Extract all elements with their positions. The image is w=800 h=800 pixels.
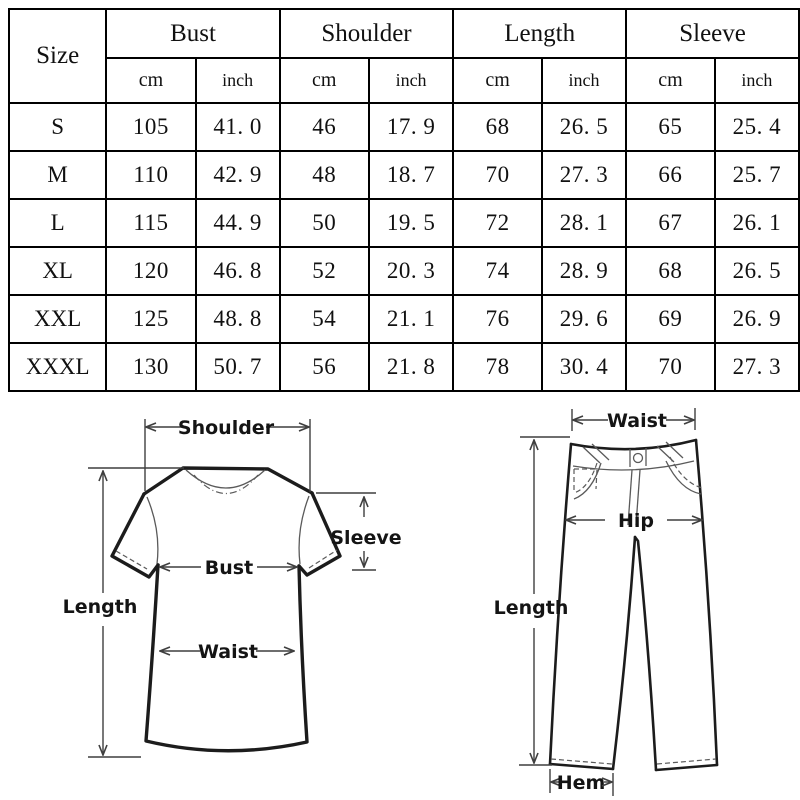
value-cell: 26. 9 — [715, 295, 799, 343]
value-cell: 125 — [106, 295, 195, 343]
tshirt-waist-label: Waist — [197, 641, 259, 663]
value-cell: 19. 5 — [369, 199, 453, 247]
value-cell: 50 — [280, 199, 369, 247]
length-group-header: Length — [453, 9, 626, 58]
unit-header-cm: cm — [106, 58, 195, 103]
value-cell: 20. 3 — [369, 247, 453, 295]
pants-right-hem-stitch — [657, 759, 716, 764]
pants-button-icon — [634, 454, 643, 463]
tshirt-sleeve-label: Sleeve — [330, 527, 402, 549]
value-cell: 120 — [106, 247, 195, 295]
value-cell: 18. 7 — [369, 151, 453, 199]
value-cell: 105 — [106, 103, 195, 151]
tshirt-bust-label: Bust — [204, 557, 254, 579]
size-cell: L — [9, 199, 106, 247]
pants-diagram — [494, 408, 717, 796]
value-cell: 28. 1 — [542, 199, 626, 247]
unit-header-inch: inch — [715, 58, 799, 103]
value-cell: 25. 7 — [715, 151, 799, 199]
table-unit-row — [9, 58, 799, 103]
value-cell: 68 — [453, 103, 542, 151]
size-table — [8, 8, 800, 392]
pants-waist-label: Waist — [606, 410, 668, 432]
unit-header-inch: inch — [542, 58, 626, 103]
size-cell: XXXL — [9, 343, 106, 391]
value-cell: 56 — [280, 343, 369, 391]
tshirt-shoulder-label: Shoulder — [177, 417, 275, 439]
pants-left-hem — [550, 764, 613, 769]
value-cell: 130 — [106, 343, 195, 391]
value-cell: 21. 8 — [369, 343, 453, 391]
value-cell: 69 — [626, 295, 715, 343]
size-column-header: Size — [9, 9, 106, 103]
value-cell: 25. 4 — [715, 103, 799, 151]
table-row — [9, 199, 799, 247]
value-cell: 28. 9 — [542, 247, 626, 295]
pants-left-hem-stitch — [551, 759, 612, 764]
value-cell: 44. 9 — [196, 199, 280, 247]
value-cell: 41. 0 — [196, 103, 280, 151]
pants-hem-label: Hem — [556, 772, 606, 794]
unit-header-cm: cm — [626, 58, 715, 103]
value-cell: 78 — [453, 343, 542, 391]
tshirt-left-armhole-seam — [147, 497, 158, 564]
value-cell: 48. 8 — [196, 295, 280, 343]
pants-outer-right — [696, 440, 717, 765]
value-cell: 26. 1 — [715, 199, 799, 247]
value-cell: 26. 5 — [542, 103, 626, 151]
value-cell: 17. 9 — [369, 103, 453, 151]
value-cell: 70 — [453, 151, 542, 199]
value-cell: 29. 6 — [542, 295, 626, 343]
value-cell: 42. 9 — [196, 151, 280, 199]
unit-header-cm: cm — [453, 58, 542, 103]
tshirt-collar-stitch — [194, 475, 258, 494]
unit-header-inch: inch — [369, 58, 453, 103]
pants-right-hem — [656, 765, 717, 770]
value-cell: 115 — [106, 199, 195, 247]
size-cell: XXL — [9, 295, 106, 343]
value-cell: 67 — [626, 199, 715, 247]
pants-inner-right-leg — [635, 537, 656, 770]
measure-diagrams — [0, 390, 800, 800]
value-cell: 70 — [626, 343, 715, 391]
table-row — [9, 103, 799, 151]
table-row — [9, 295, 799, 343]
value-cell: 27. 3 — [715, 343, 799, 391]
value-cell: 46. 8 — [196, 247, 280, 295]
value-cell: 48 — [280, 151, 369, 199]
size-cell: XL — [9, 247, 106, 295]
table-row — [9, 151, 799, 199]
pants-hip-label: Hip — [617, 510, 655, 532]
tshirt-right-armhole-seam — [299, 496, 309, 564]
value-cell: 46 — [280, 103, 369, 151]
value-cell: 65 — [626, 103, 715, 151]
table-header-row — [9, 9, 799, 58]
value-cell: 26. 5 — [715, 247, 799, 295]
tshirt-outline-top — [144, 468, 312, 494]
value-cell: 54 — [280, 295, 369, 343]
value-cell: 66 — [626, 151, 715, 199]
value-cell: 27. 3 — [542, 151, 626, 199]
pants-waist-top — [571, 440, 696, 449]
unit-header-cm: cm — [280, 58, 369, 103]
pants-inner-left-leg — [613, 537, 635, 769]
value-cell: 68 — [626, 247, 715, 295]
value-cell: 52 — [280, 247, 369, 295]
bust-group-header: Bust — [106, 9, 279, 58]
shoulder-group-header: Shoulder — [280, 9, 454, 58]
value-cell: 30. 4 — [542, 343, 626, 391]
pants-length-label: Length — [493, 597, 569, 619]
table-row — [9, 247, 799, 295]
sleeve-group-header: Sleeve — [626, 9, 799, 58]
value-cell: 74 — [453, 247, 542, 295]
unit-header-inch: inch — [196, 58, 280, 103]
value-cell: 72 — [453, 199, 542, 247]
size-cell: M — [9, 151, 106, 199]
table-row — [9, 343, 799, 391]
tshirt-diagram — [63, 417, 402, 757]
size-cell: S — [9, 103, 106, 151]
value-cell: 110 — [106, 151, 195, 199]
tshirt-length-label: Length — [62, 596, 138, 618]
value-cell: 50. 7 — [196, 343, 280, 391]
value-cell: 76 — [453, 295, 542, 343]
value-cell: 21. 1 — [369, 295, 453, 343]
